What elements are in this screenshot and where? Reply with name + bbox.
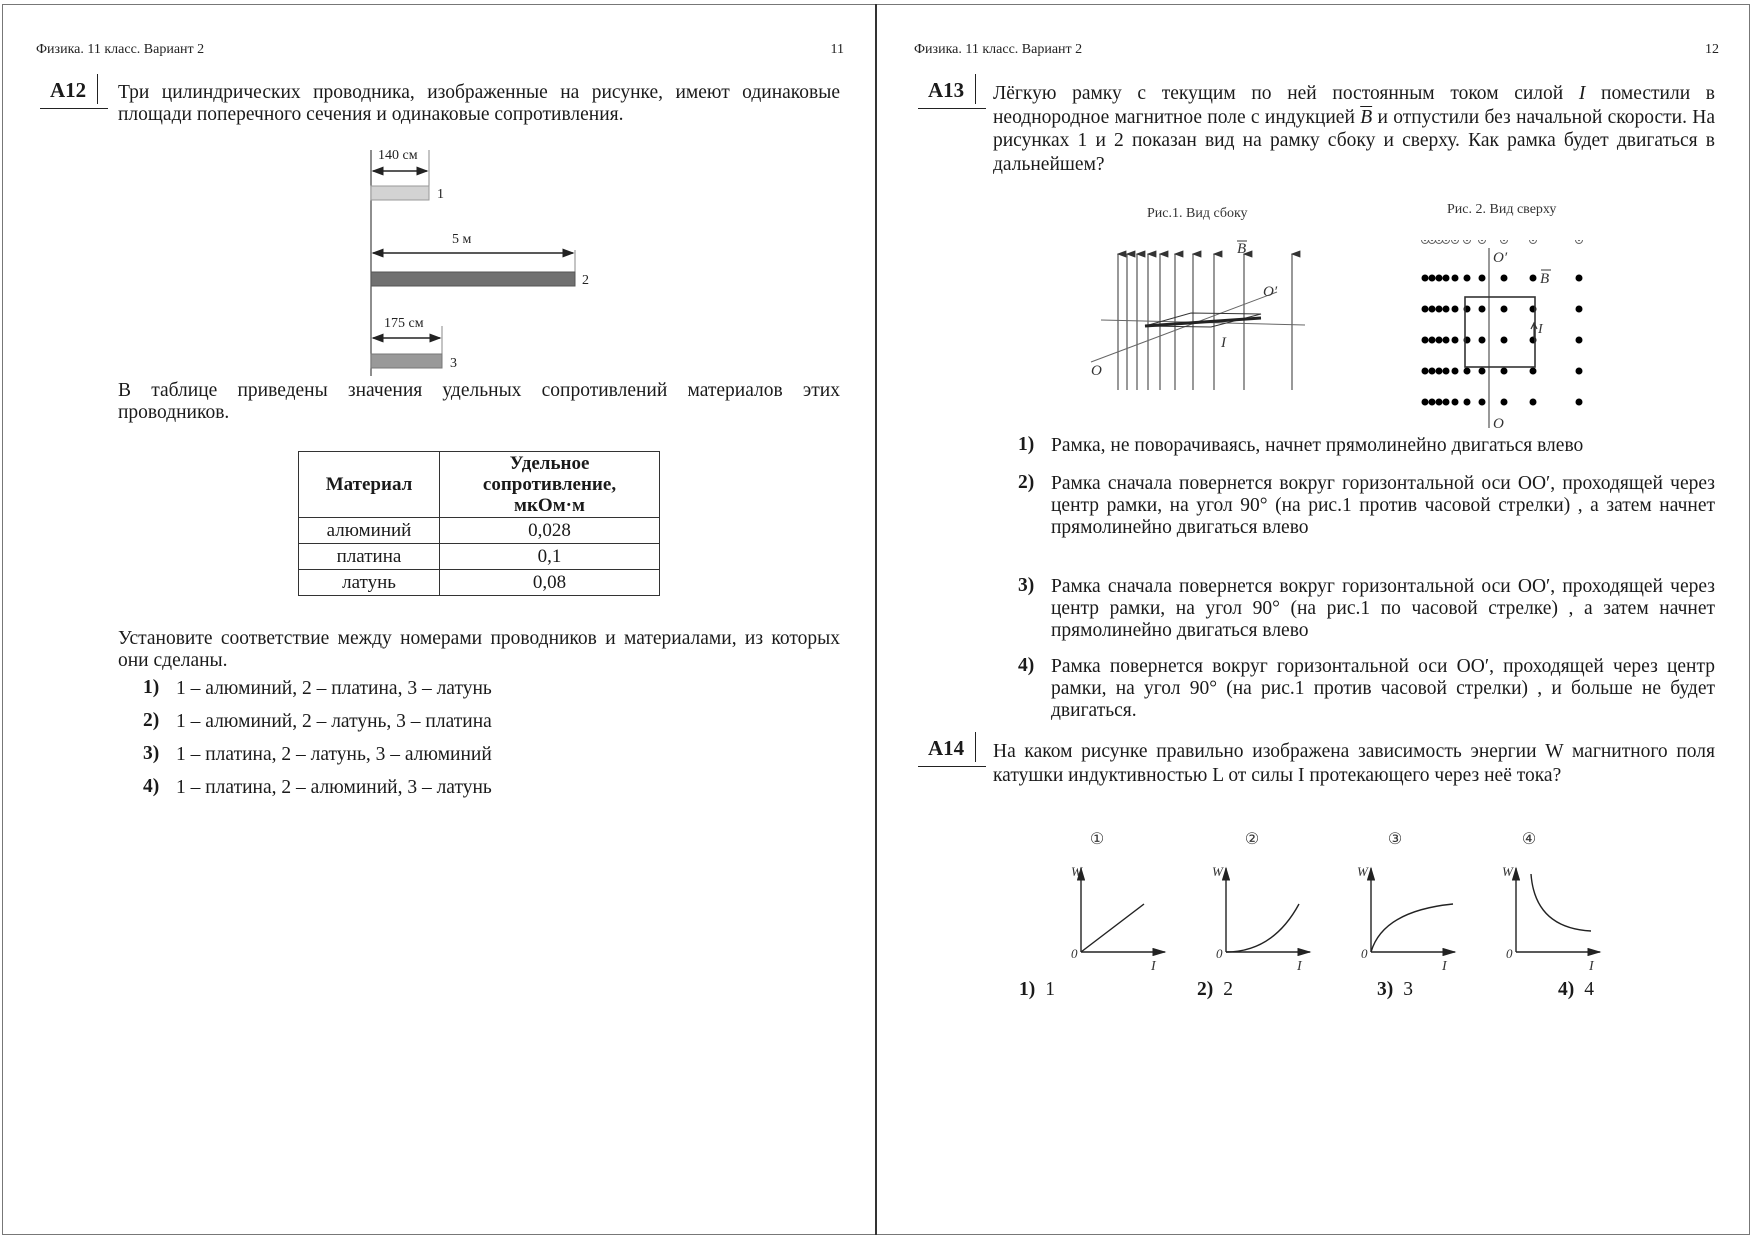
page-left (2, 4, 875, 1235)
fig1-caption: Рис.1. Вид сбоку (1147, 206, 1248, 221)
a12-task: Установите соответствие между номерами проводников и материалами, из которых они сделаны. (118, 628, 840, 671)
a14-option-3[interactable]: 3) 3 (1377, 979, 1413, 1000)
svg-text:W: W (1357, 864, 1368, 879)
svg-text:0: 0 (1506, 946, 1513, 961)
svg-text:I: I (1442, 959, 1447, 974)
svg-text:I: I (1297, 959, 1302, 974)
fig1-side-view (1087, 240, 1307, 400)
graph-1 (1090, 831, 1104, 848)
question-label-text: A12 (50, 78, 87, 102)
svg-text:B: B (1540, 271, 1550, 287)
svg-text:W: W (1502, 864, 1513, 879)
a12-intro: Три цилиндрических проводника, изображенные на рисунке, имеют одинаковые площади поперечного сечения и одинаковые сопротивления. (118, 82, 840, 125)
a12-table-intro: В таблице приведены значения удельных сопротивлений материалов этих проводников. (118, 380, 840, 423)
header-title: Физика. 11 класс. Вариант 2 (914, 42, 1083, 57)
a13-option-3[interactable]: 3) Рамка сначала повернется вокруг горизонтальной оси OO′, проходящей через центр рамки, на угол 90° (на рис.1 по часовой стрелке) , а затем начнет прямолинейно двигаться влево (1018, 575, 1715, 641)
svg-text:W: W (1071, 864, 1082, 879)
label-underline (40, 108, 108, 109)
svg-text:I: I (1538, 322, 1543, 337)
a14-graphs (1057, 830, 1637, 980)
question-label-a14: A14 (928, 736, 964, 761)
svg-text:O: O (1493, 416, 1504, 432)
page-number: 12 (1705, 42, 1719, 57)
svg-text:0: 0 (1361, 946, 1368, 961)
svg-text:I: I (1221, 335, 1226, 351)
table-row: платина 0,1 (299, 544, 660, 570)
length-label-3: 175 см (384, 316, 424, 331)
a12-option-3[interactable]: 3) 1 – платина, 2 – латунь, 3 – алюминий (143, 743, 492, 765)
fig2-top-view (1417, 240, 1637, 435)
length-label-2: 5 м (452, 232, 472, 247)
label-divider (97, 74, 98, 104)
svg-text:2: 2 (582, 273, 589, 288)
a12-option-2[interactable]: 2) 1 – алюминий, 2 – латунь, 3 – платина (143, 710, 492, 732)
a12-option-1[interactable]: 1) 1 – алюминий, 2 – платина, 3 – латунь (143, 677, 492, 699)
svg-text:O′: O′ (1263, 284, 1278, 300)
table-row: алюминий 0,028 (299, 518, 660, 544)
svg-text:W: W (1212, 864, 1223, 879)
svg-text:3: 3 (450, 356, 457, 371)
header-title: Физика. 11 класс. Вариант 2 (36, 42, 205, 57)
svg-text:②: ② (1244, 831, 1260, 848)
svg-text:④: ④ (1521, 831, 1537, 848)
a14-option-1[interactable]: 1) 1 (1019, 979, 1055, 1000)
a13-option-2[interactable]: 2) Рамка сначала повернется вокруг горизонтальной оси OO′, проходящей через центр рамки, на угол 90° (на рис.1 против часовой стрелки) , а затем начнет прямолинейно двигаться влево (1018, 472, 1715, 538)
table-header-resistivity: Удельное сопротивление, мкОм·м (440, 452, 660, 518)
svg-text:1: 1 (437, 187, 444, 202)
conductors-figure (362, 140, 602, 380)
page-right (877, 4, 1750, 1235)
svg-text:O: O (1091, 363, 1102, 379)
a14-option-2[interactable]: 2) 2 (1197, 979, 1233, 1000)
a14-option-4[interactable]: 4) 4 (1558, 979, 1594, 1000)
table-row: латунь 0,08 (299, 570, 660, 596)
fig2-caption: Рис. 2. Вид сверху (1447, 202, 1557, 217)
a13-option-4[interactable]: 4) Рамка повернется вокруг горизонтальной оси OO′, проходящей через центр рамки, на угол 90° (на рис.1 против часовой стрелки) , и больше не будет двигаться. (1018, 655, 1715, 721)
length-label-1: 140 см (378, 148, 418, 163)
a13-intro: Лёгкую рамку с текущим по ней постоянным током силой I поместили в неоднородное магнитное поле с индукцией $\overline{B}$ и отпустили без начальной скорости. На рисунках 1 и 2 показан вид на рамку сбоку и сверху. Как рамка будет двигаться в дальнейшем? (993, 83, 1716, 175)
svg-text:I: I (1151, 959, 1156, 974)
a13-option-1[interactable]: 1) Рамка, не поворачиваясь, начнет прямолинейно двигаться влево (1018, 434, 1584, 456)
svg-text:B: B (1237, 241, 1247, 257)
resistivity-table (298, 451, 660, 596)
question-label-a13: A13 (928, 78, 964, 103)
a12-option-4[interactable]: 4) 1 – платина, 2 – алюминий, 3 – латунь (143, 776, 492, 798)
page-number: 11 (830, 42, 844, 57)
svg-text:0: 0 (1216, 946, 1223, 961)
svg-text:0: 0 (1071, 946, 1078, 961)
a14-intro: На каком рисунке правильно изображена зависимость энергии W магнитного поля катушки индуктивностью L от силы I протекающего через неё тока? (993, 741, 1715, 786)
svg-text:③: ③ (1387, 831, 1403, 848)
svg-text:O′: O′ (1493, 250, 1508, 266)
svg-text:①: ① (1089, 831, 1105, 848)
table-header-material: Материал (299, 452, 440, 518)
question-label-a12 (50, 78, 86, 103)
svg-text:I: I (1589, 959, 1594, 974)
